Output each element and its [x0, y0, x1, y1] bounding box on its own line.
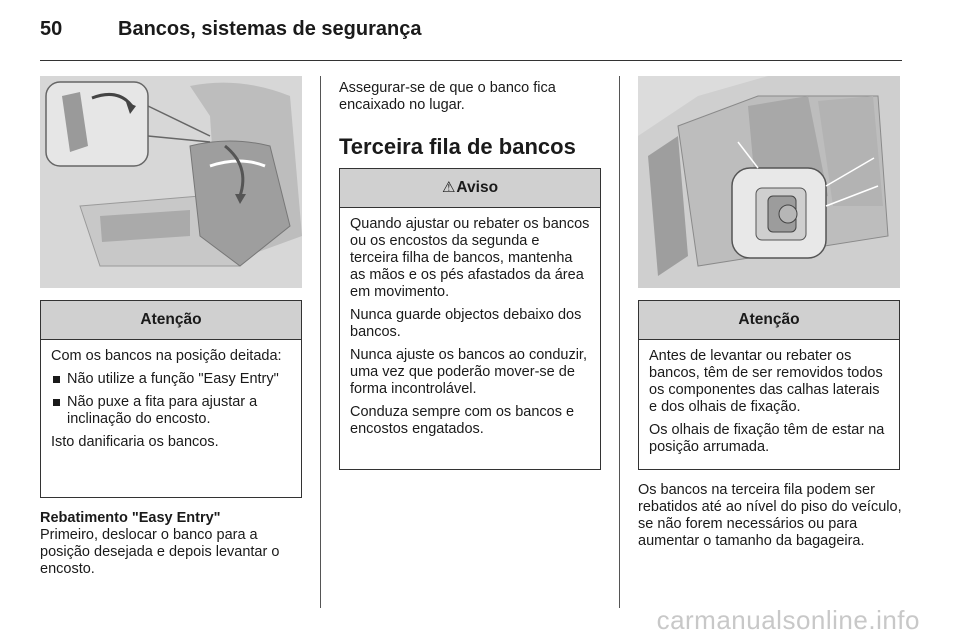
- warning-box: [339, 168, 601, 470]
- attention-paragraph: Os olhais de fixação têm de estar na posição arrumada.: [649, 422, 885, 455]
- body-paragraph: Os bancos na terceira fila podem ser rebatidos até ao nível do piso do veículo, se não forem necessários ou para aumentar o tamanho da bagageira.: [638, 482, 902, 549]
- page-number: 50: [40, 18, 63, 40]
- warning-paragraph: Conduza sempre com os bancos e encostos engatados.: [350, 404, 575, 437]
- warning-paragraph: Nunca ajuste os bancos ao conduzir, uma vez que poderão mover-se de forma incontrolável.: [350, 347, 587, 397]
- attention-box: [40, 300, 302, 498]
- bullet-item: Não utilize a função "Easy Entry": [51, 371, 291, 388]
- third-row-illustration: [638, 76, 900, 288]
- bullet-square-icon: [53, 399, 60, 406]
- attention-box-body: [639, 340, 899, 456]
- seat-folding-illustration: [40, 76, 302, 288]
- attention-outro: Isto danificaria os bancos.: [51, 434, 219, 450]
- section-subheading: Rebatimento "Easy Entry": [40, 510, 221, 526]
- attention-box-title: Atenção: [41, 301, 301, 340]
- page-header: [40, 18, 902, 58]
- body-paragraph: Assegurar-se de que o banco fica encaixado no lugar.: [339, 80, 556, 113]
- section-title: Terceira fila de bancos: [339, 134, 576, 159]
- warning-box-header: [340, 169, 600, 208]
- bullet-square-icon: [53, 376, 60, 383]
- attention-box: [638, 300, 900, 470]
- attention-box-body: [41, 340, 301, 451]
- warning-triangle-icon: ⚠: [441, 179, 456, 196]
- attention-box-title: Atenção: [639, 301, 899, 340]
- attention-intro: Com os bancos na posição deitada:: [51, 348, 282, 364]
- bullet-item: Não puxe a fita para ajustar a inclinação do encosto.: [51, 394, 291, 428]
- column-divider: [619, 76, 620, 608]
- chapter-title: Bancos, sistemas de segurança: [118, 18, 422, 40]
- warning-box-body: [340, 208, 600, 438]
- column-divider: [320, 76, 321, 608]
- warning-paragraph: Nunca guarde objectos debaixo dos bancos.: [350, 307, 582, 340]
- warning-paragraph: Quando ajustar ou rebater os bancos ou os encostos da segunda e terceira filha de bancos, mantenha as mãos e os pés afastados da área em movimento.: [350, 216, 590, 300]
- easy-entry-section: [40, 510, 305, 578]
- watermark: carmanualsonline.info: [656, 605, 920, 635]
- attention-paragraph: Antes de levantar ou rebater os bancos, têm de ser removidos todos os componentes das calhas laterais e dos olhais de fixação.: [649, 348, 883, 415]
- body-paragraph: Primeiro, deslocar o banco para a posição desejada e depois levantar o encosto.: [40, 527, 280, 577]
- warning-box-title: Aviso: [456, 179, 499, 196]
- header-rule: [40, 60, 902, 61]
